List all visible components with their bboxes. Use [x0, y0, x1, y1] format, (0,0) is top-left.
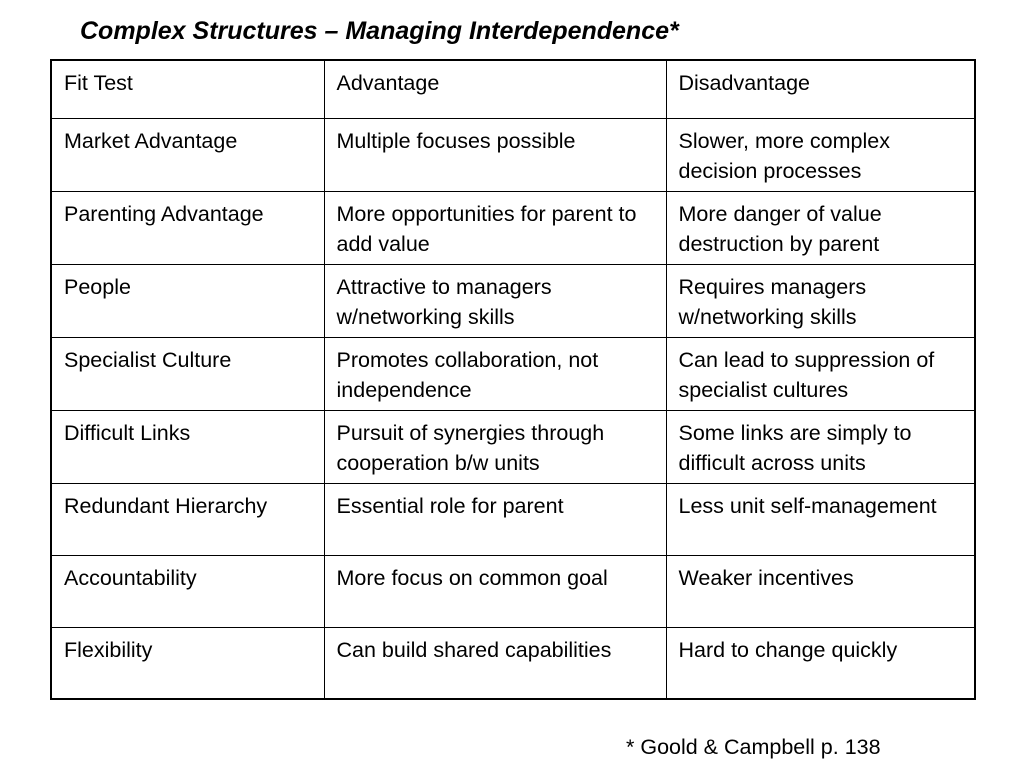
disadvantage-cell: Slower, more complex decision processes — [666, 118, 975, 191]
advantage-cell: More opportunities for parent to add value — [324, 191, 666, 264]
disadvantage-cell: Less unit self-management — [666, 483, 975, 555]
footnote-citation: * Goold & Campbell p. 138 — [626, 735, 881, 759]
advantage-cell: Essential role for parent — [324, 483, 666, 555]
table-row — [51, 337, 975, 410]
advantage-cell: More focus on common goal — [324, 555, 666, 627]
disadvantage-cell: Can lead to suppression of specialist cultures — [666, 337, 975, 410]
fit-test-cell: Flexibility — [51, 627, 324, 699]
slide-title: Complex Structures – Managing Interdependence* — [80, 17, 679, 45]
fit-test-table — [50, 59, 976, 700]
advantage-cell: Multiple focuses possible — [324, 118, 666, 191]
advantage-cell: Pursuit of synergies through cooperation b/w units — [324, 410, 666, 483]
disadvantage-cell: Hard to change quickly — [666, 627, 975, 699]
advantage-cell: Promotes collaboration, not independence — [324, 337, 666, 410]
table-row — [51, 483, 975, 555]
disadvantage-cell: Requires managers w/networking skills — [666, 264, 975, 337]
fit-test-cell: Market Advantage — [51, 118, 324, 191]
header-cell-fit-test: Fit Test — [51, 60, 324, 118]
advantage-cell: Can build shared capabilities — [324, 627, 666, 699]
fit-test-cell: Redundant Hierarchy — [51, 483, 324, 555]
table-row — [51, 264, 975, 337]
table-row — [51, 118, 975, 191]
fit-test-cell: Specialist Culture — [51, 337, 324, 410]
fit-test-cell: Difficult Links — [51, 410, 324, 483]
disadvantage-cell: More danger of value destruction by parent — [666, 191, 975, 264]
advantage-cell: Attractive to managers w/networking skills — [324, 264, 666, 337]
table-row — [51, 410, 975, 483]
fit-test-cell: Accountability — [51, 555, 324, 627]
table-header-row — [51, 60, 975, 118]
fit-test-cell: Parenting Advantage — [51, 191, 324, 264]
table-row — [51, 627, 975, 699]
header-cell-disadvantage: Disadvantage — [666, 60, 975, 118]
table-row — [51, 555, 975, 627]
header-cell-advantage: Advantage — [324, 60, 666, 118]
disadvantage-cell: Some links are simply to difficult across units — [666, 410, 975, 483]
fit-test-cell: People — [51, 264, 324, 337]
disadvantage-cell: Weaker incentives — [666, 555, 975, 627]
table-row — [51, 191, 975, 264]
